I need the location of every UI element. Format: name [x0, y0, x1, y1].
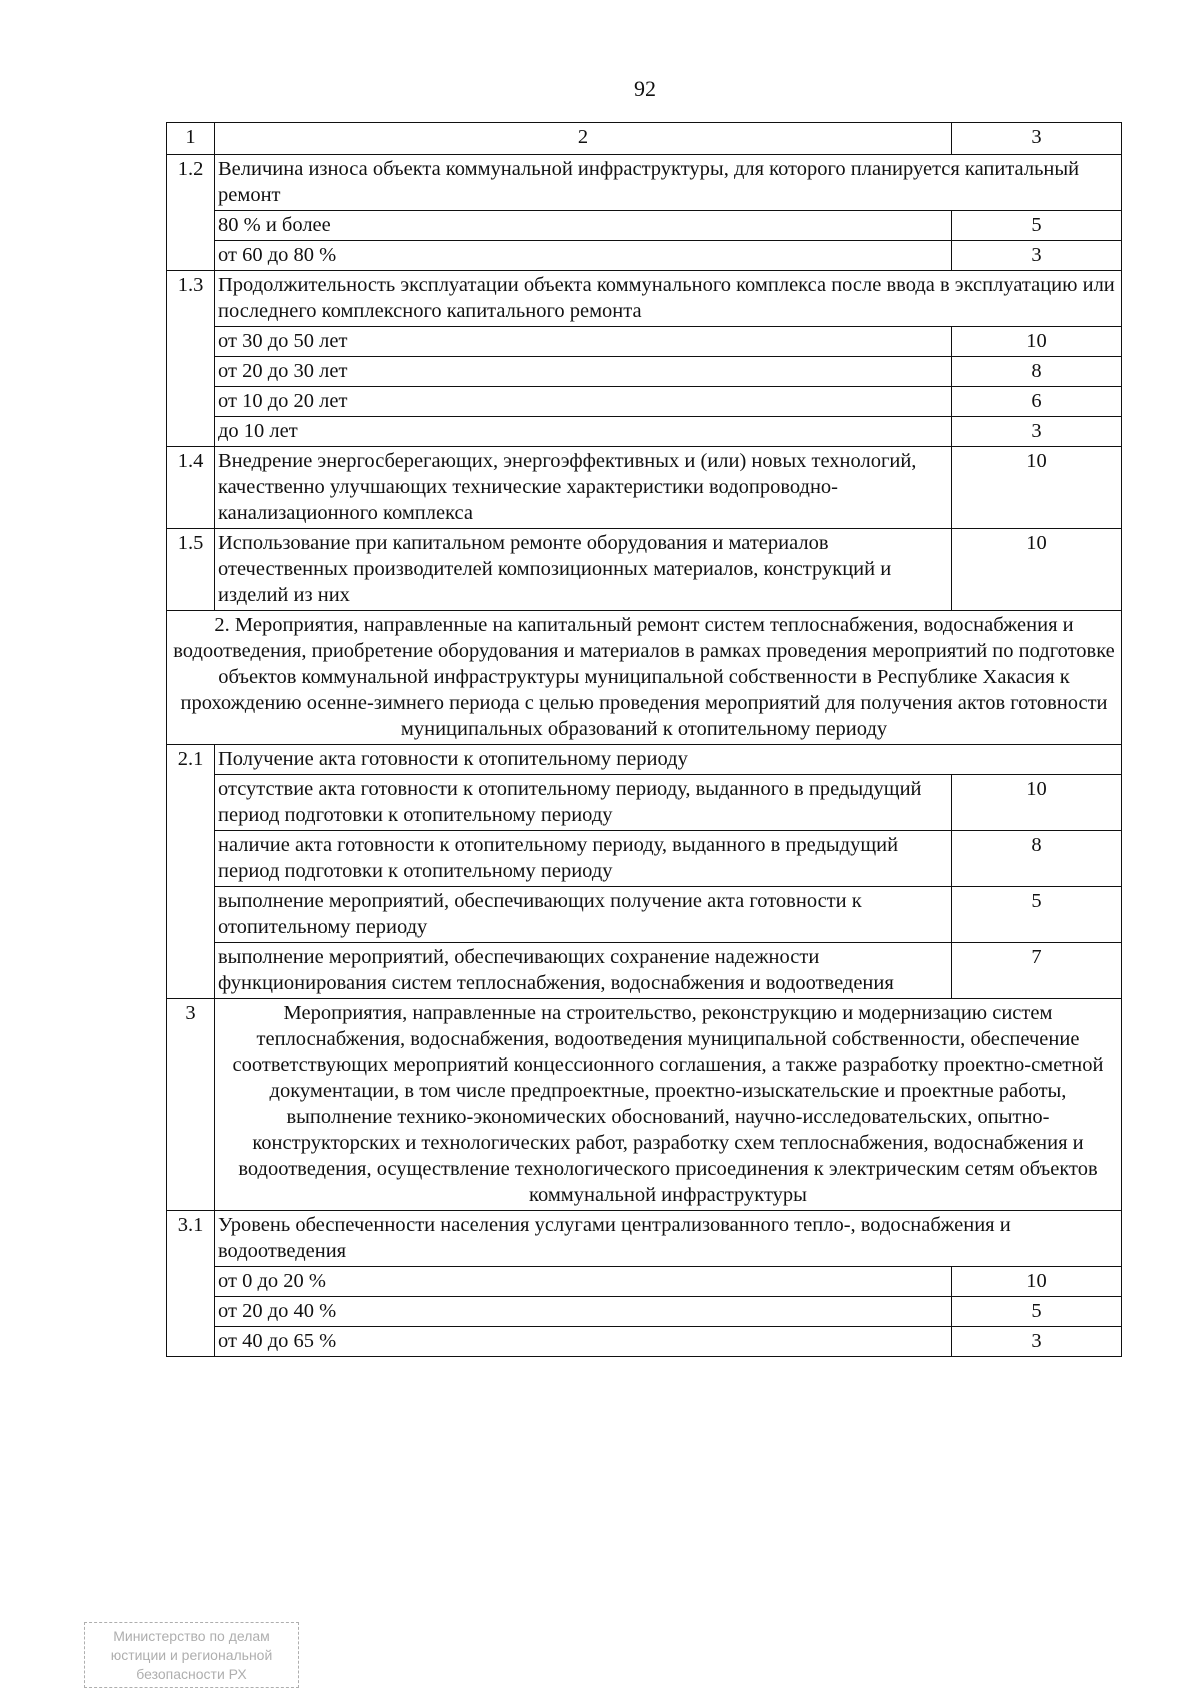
criteria-table [166, 122, 1122, 1357]
score-value: 5 [952, 211, 1122, 241]
table-row [167, 831, 1122, 887]
score-value: 5 [952, 887, 1122, 943]
table-row [167, 529, 1122, 611]
section-row [167, 999, 1122, 1211]
criterion-title: Внедрение энергосберегающих, энергоэффективных и (или) новых технологий, качественно улучшающих технические характеристики водопроводно-канализационного комплекса [215, 447, 952, 529]
table-row [167, 387, 1122, 417]
table-row [167, 211, 1122, 241]
row-number: 3 [167, 999, 215, 1211]
header-col-1: 1 [167, 123, 215, 155]
table-row [167, 327, 1122, 357]
section-3-title: Мероприятия, направленные на строительство, реконструкцию и модернизацию систем теплоснабжения, водоснабжения, водоотведения муниципальной собственности, обеспечение соответствующих мероприятий концессионного соглашения, а также разработку проектно-сметной документации, в том числе предпроектные, проектно-изыскательские и проектные работы, выполнение технико-экономических обоснований, научно-исследовательских, опытно-конструкторских и технологических работ, разработку схем теплоснабжения, водоснабжения и водоотведения, осуществление технологического присоединения к электрическим сетям объектов коммунальной инфраструктуры [215, 999, 1122, 1211]
criterion-title: Получение акта готовности к отопительному периоду [215, 745, 1122, 775]
option-label: до 10 лет [215, 417, 952, 447]
row-number: 1.4 [167, 447, 215, 529]
table-row [167, 1267, 1122, 1297]
registration-stamp [84, 1622, 299, 1688]
header-col-3: 3 [952, 123, 1122, 155]
option-label: от 60 до 80 % [215, 241, 952, 271]
page-number: 92 [634, 76, 656, 101]
score-value: 10 [952, 447, 1122, 529]
table-row [167, 1211, 1122, 1267]
option-label: выполнение мероприятий, обеспечивающих получение акта готовности к отопительному периоду [215, 887, 952, 943]
table-row [167, 775, 1122, 831]
stamp-line-1: Министерство по делам [113, 1628, 270, 1644]
criterion-title: Использование при капитальном ремонте оборудования и материалов отечественных производителей композиционных материалов, конструкций и изделий из них [215, 529, 952, 611]
option-label: выполнение мероприятий, обеспечивающих сохранение надежности функционирования систем теплоснабжения, водоснабжения и водоотведения [215, 943, 952, 999]
option-label: 80 % и более [215, 211, 952, 241]
option-label: отсутствие акта готовности к отопительному периоду, выданного в предыдущий период подготовки к отопительному периоду [215, 775, 952, 831]
stamp-line-3: безопасности РХ [136, 1666, 247, 1682]
criterion-title: Продолжительность эксплуатации объекта коммунального комплекса после ввода в эксплуатацию или последнего комплексного капитального ремонта [215, 271, 1122, 327]
table-row [167, 271, 1122, 327]
option-label: наличие акта готовности к отопительному периоду, выданного в предыдущий период подготовки к отопительному периоду [215, 831, 952, 887]
score-value: 7 [952, 943, 1122, 999]
score-value: 6 [952, 387, 1122, 417]
option-label: от 40 до 65 % [215, 1327, 952, 1357]
score-value: 10 [952, 775, 1122, 831]
table-header-row [167, 123, 1122, 155]
row-number: 2.1 [167, 745, 215, 775]
score-value: 8 [952, 357, 1122, 387]
option-label: от 10 до 20 лет [215, 387, 952, 417]
score-value: 3 [952, 241, 1122, 271]
score-value: 3 [952, 417, 1122, 447]
criterion-title: Величина износа объекта коммунальной инфраструктуры, для которого планируется капитальный ремонт [215, 155, 1122, 211]
criterion-title: Уровень обеспеченности населения услугами централизованного тепло-, водоснабжения и водоотведения [215, 1211, 1122, 1267]
option-label: от 20 до 30 лет [215, 357, 952, 387]
table-row [167, 943, 1122, 999]
table-row [167, 447, 1122, 529]
row-number: 1.2 [167, 155, 215, 211]
row-number: 1.5 [167, 529, 215, 611]
score-value: 10 [952, 529, 1122, 611]
option-label: от 0 до 20 % [215, 1267, 952, 1297]
table-row [167, 745, 1122, 775]
table-row [167, 887, 1122, 943]
table-row [167, 1327, 1122, 1357]
row-number: 3.1 [167, 1211, 215, 1267]
header-col-2: 2 [215, 123, 952, 155]
option-label: от 20 до 40 % [215, 1297, 952, 1327]
score-value: 10 [952, 327, 1122, 357]
table-row [167, 155, 1122, 211]
table-row [167, 1297, 1122, 1327]
score-value: 5 [952, 1297, 1122, 1327]
option-label: от 30 до 50 лет [215, 327, 952, 357]
table-row [167, 241, 1122, 271]
section-2-title: 2. Мероприятия, направленные на капитальный ремонт систем теплоснабжения, водоснабжения и водоотведения, приобретение оборудования и материалов в рамках проведения мероприятий по подготовке объектов коммунальной инфраструктуры муниципальной собственности в Республике Хакасия к прохождению осенне-зимнего периода с целью проведения мероприятий для получения актов готовности муниципальных образований к отопительному периоду [167, 611, 1122, 745]
score-value: 8 [952, 831, 1122, 887]
score-value: 10 [952, 1267, 1122, 1297]
table-row [167, 357, 1122, 387]
row-number: 1.3 [167, 271, 215, 327]
section-row [167, 611, 1122, 745]
score-value: 3 [952, 1327, 1122, 1357]
table-row [167, 417, 1122, 447]
stamp-line-2: юстиции и региональной [110, 1647, 273, 1663]
